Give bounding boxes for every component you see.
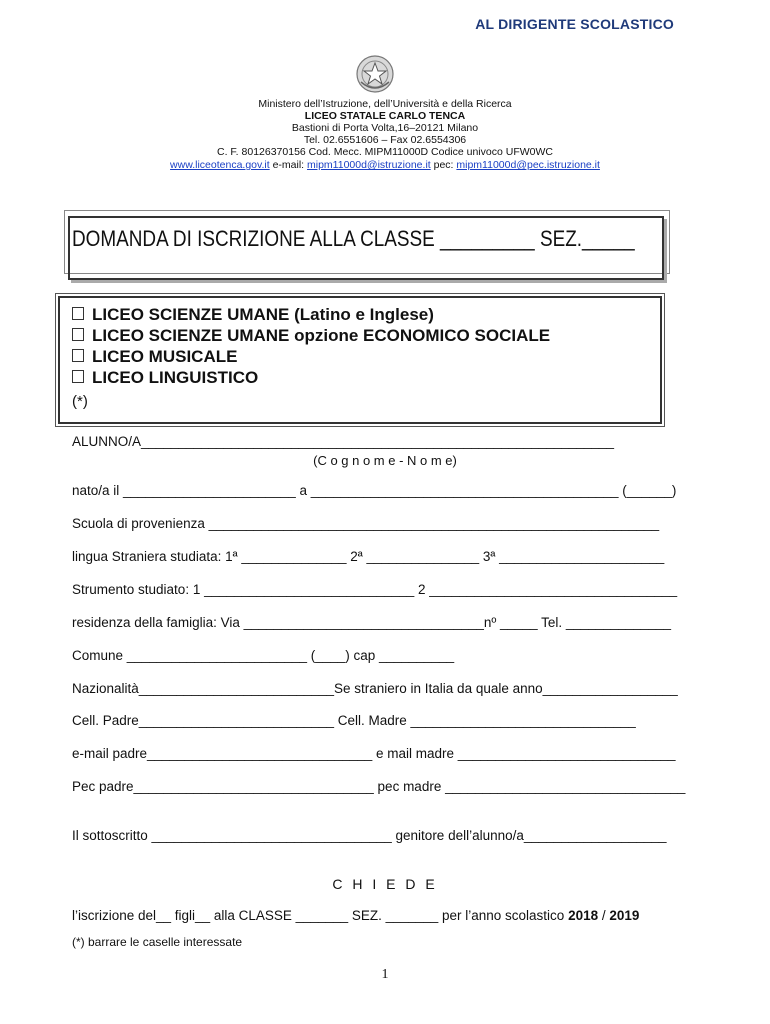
options-note: (*) [72, 393, 88, 410]
checkbox[interactable] [72, 307, 84, 320]
option-linguistico[interactable] [72, 368, 258, 388]
languages-field[interactable]: lingua Straniera studiata: 1ª ______________ 2ª _______________ 3ª ______________________ [72, 549, 665, 564]
previous-school-field[interactable]: Scuola di provenienza ____________________________________________________________ [72, 516, 660, 531]
alunno-caption: (C o g n o m e - N o m e) [313, 453, 457, 468]
request-text: l’iscrizione del__ figli__ alla CLASSE _______ SEZ. _______ per l’anno scolastico [72, 908, 569, 923]
instrument-field[interactable]: Strumento studiato: 1 ____________________________ 2 _________________________________ [72, 582, 678, 597]
pec-link[interactable]: mipm11000d@pec.istruzione.it [456, 159, 600, 171]
school-name: LICEO STATALE CARLO TENCA [304, 110, 466, 122]
option-label: LICEO SCIENZE UMANE opzione ECONOMICO SOCIALE [92, 326, 551, 345]
request-line [72, 908, 639, 923]
option-label: LICEO SCIENZE UMANE (Latino e Inglese) [92, 305, 434, 324]
signatory-field[interactable]: Il sottoscritto ________________________________ genitore dell’alunno/a___________________ [72, 828, 667, 843]
nationality-field[interactable]: Nazionalità__________________________Se straniero in Italia da quale anno__________________ [72, 681, 678, 696]
email-link[interactable]: mipm11000d@istruzione.it [307, 159, 431, 171]
alunno-field[interactable]: ALUNNO/A_______________________________________________________________ [72, 434, 615, 449]
option-label: LICEO MUSICALE [92, 347, 238, 366]
pec-label: pec: [430, 159, 457, 171]
school-phone-fax: Tel. 02.6551606 – Fax 02.6554306 [303, 134, 467, 146]
form-title: DOMANDA DI ISCRIZIONE ALLA CLASSE _________ SEZ._____ [72, 226, 635, 251]
birth-field[interactable]: nato/a il _______________________ a _________________________________________ (______) [72, 483, 677, 498]
checkbox[interactable] [72, 349, 84, 362]
option-label: LICEO LINGUISTICO [92, 368, 259, 387]
ministry-line: Ministero dell’Istruzione, dell’Università e della Ricerca [258, 98, 512, 110]
checkbox[interactable] [72, 328, 84, 341]
residence-field[interactable]: residenza della famiglia: Via ________________________________nº _____ Tel. ______________ [72, 615, 671, 630]
school-codes: C. F. 80126370156 Cod. Mecc. MIPM11000D Codice univoco UFW0WC [217, 146, 553, 158]
footnote: (*) barrare le caselle interessate [72, 935, 243, 949]
year-start: 2018 [568, 908, 599, 923]
chiede-heading: C H I E D E [332, 876, 438, 892]
option-economico-sociale[interactable] [72, 326, 550, 346]
recipient-heading: AL DIRIGENTE SCOLASTICO [475, 16, 674, 32]
checkbox[interactable] [72, 370, 84, 383]
page-number: 1 [381, 967, 389, 982]
contact-line [0, 159, 770, 172]
italian-republic-emblem-icon [355, 54, 395, 94]
email-label: e-mail: [269, 159, 307, 171]
comune-field[interactable]: Comune ________________________ (____) cap __________ [72, 648, 455, 663]
option-musicale[interactable] [72, 347, 237, 367]
email-field[interactable]: e-mail padre______________________________ e mail madre _____________________________ [72, 746, 676, 761]
website-link[interactable]: www.liceotenca.gov.it [170, 159, 270, 171]
year-end: 2019 [609, 908, 640, 923]
cell-field[interactable]: Cell. Padre__________________________ Cell. Madre ______________________________ [72, 713, 636, 728]
pec-field[interactable]: Pec padre________________________________ pec madre ________________________________ [72, 779, 686, 794]
school-address: Bastioni di Porta Volta,16–20121 Milano [291, 122, 479, 134]
year-sep: / [598, 908, 610, 923]
option-scienze-umane[interactable] [72, 305, 434, 325]
